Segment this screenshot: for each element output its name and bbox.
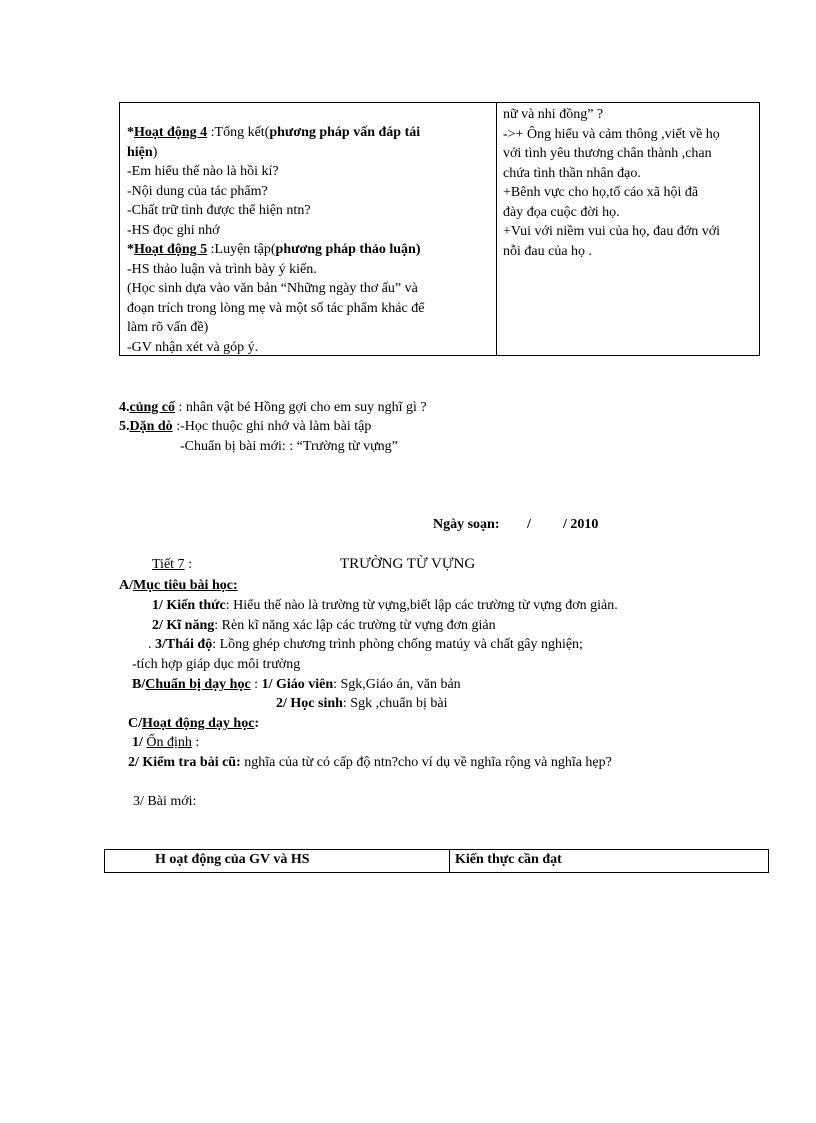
answer-line: +Vui với niềm vui của họ, đau đớn với bbox=[503, 224, 721, 239]
table-column-divider bbox=[496, 103, 497, 355]
section-a-heading: A/Mục tiêu bài học: bbox=[119, 578, 238, 593]
answer-line: +Bênh vực cho họ,tố cáo xã hội đã bbox=[503, 185, 699, 200]
objective-skills: 2/ Kĩ năng: Rèn kĩ năng xác lập các trường từ vựng đơn giản bbox=[152, 618, 496, 633]
activity-left-cell bbox=[127, 123, 424, 357]
practice-line-1: -HS thảo luận và trình bày ý kiến. bbox=[127, 261, 317, 277]
answer-line: chứa tình thần nhân đạo. bbox=[503, 165, 641, 181]
answer-line: đày đọa cuộc đời họ. bbox=[503, 204, 620, 220]
question-3: -Chất trữ tình được thể hiện ntn? bbox=[127, 203, 311, 218]
kiem-tra-bai-cu-line: 2/ Kiểm tra bài cũ: nghĩa của từ có cấp độ ntn?cho ví dụ về nghĩa rộng và nghĩa hẹp? bbox=[128, 755, 612, 770]
objective-attitude: . 3/Thái độ: Lồng ghép chương trình phòng chống matúy và chất gây nghiện; bbox=[148, 637, 583, 652]
activity-table bbox=[119, 102, 760, 356]
practice-line-3: đoạn trích trong lòng mẹ và một số tác phẩm khác để bbox=[127, 300, 425, 316]
integration-note: -tích hợp giáp dục môi trường bbox=[132, 657, 301, 672]
bai-moi-line: 3/ Bài mới: bbox=[133, 794, 197, 809]
header-required-knowledge: Kiến thực cần đạt bbox=[455, 852, 562, 867]
activity-4-heading-cont: hiện) bbox=[127, 144, 158, 160]
table-column-divider bbox=[449, 850, 450, 872]
activity-4-heading: *Hoạt động 4 :Tổng kết(phương pháp vấn đáp tái bbox=[127, 125, 421, 140]
answer-line: nỗi đau của họ . bbox=[503, 243, 593, 259]
question-2: -Nội dung của tác phẩm? bbox=[127, 183, 268, 199]
section-b-student: 2/ Học sinh: Sgk ,chuẩn bị bài bbox=[276, 696, 448, 711]
activity-right-cell bbox=[503, 105, 720, 261]
practice-line-4: làm rõ vấn đề) bbox=[127, 320, 209, 335]
question-1: -Em hiểu thế nào là hồi kí? bbox=[127, 164, 279, 179]
dan-do-line-2: -Chuẩn bị bài mới: : “Trường từ vựng” bbox=[180, 439, 398, 454]
section-b-teacher: B/Chuẩn bị dạy học : 1/ Giáo viên: Sgk,Giáo án, văn bản bbox=[132, 677, 461, 692]
section-c-heading: C/Hoạt động dạy học: bbox=[128, 716, 260, 731]
lesson-period: Tiết 7 : bbox=[152, 557, 192, 572]
ngay-soan-label: Ngày soạn: bbox=[433, 517, 500, 532]
answer-line: ->+ Ông hiểu và cảm thông ,viết về họ bbox=[503, 126, 720, 142]
practice-line-2: (Học sinh dựa vào văn bản “Những ngày thơ ấu” và bbox=[127, 281, 418, 296]
cung-co-line: 4.củng cố : nhân vật bé Hồng gợi cho em suy nghĩ gì ? bbox=[119, 400, 427, 415]
question-4: -HS đọc ghi nhớ bbox=[127, 222, 220, 238]
ngay-soan-year: / 2010 bbox=[563, 517, 599, 532]
answer-line: nữ và nhi đồng” ? bbox=[503, 107, 604, 122]
on-dinh-line: 1/ Ổn định : bbox=[132, 735, 200, 750]
lesson-activity-table-header bbox=[104, 849, 769, 873]
objective-knowledge: 1/ Kiến thức: Hiểu thế nào là trường từ vựng,biết lập các trường từ vựng đơn giản. bbox=[152, 598, 618, 613]
ngay-soan-slash: / bbox=[527, 517, 531, 532]
lesson-title: TRƯỜNG TỪ VỰNG bbox=[340, 556, 476, 572]
answer-line: với tình yêu thương chân thành ,chan bbox=[503, 146, 712, 161]
practice-line-5: -GV nhận xét và góp ý. bbox=[127, 339, 259, 355]
header-teacher-student-activity: H oạt động của GV và HS bbox=[155, 852, 310, 867]
activity-5-heading: *Hoạt động 5 :Luyện tập(phương pháp thảo luận) bbox=[127, 242, 421, 257]
dan-do-line: 5.Dặn dò :-Học thuộc ghi nhớ và làm bài tập bbox=[119, 419, 372, 434]
